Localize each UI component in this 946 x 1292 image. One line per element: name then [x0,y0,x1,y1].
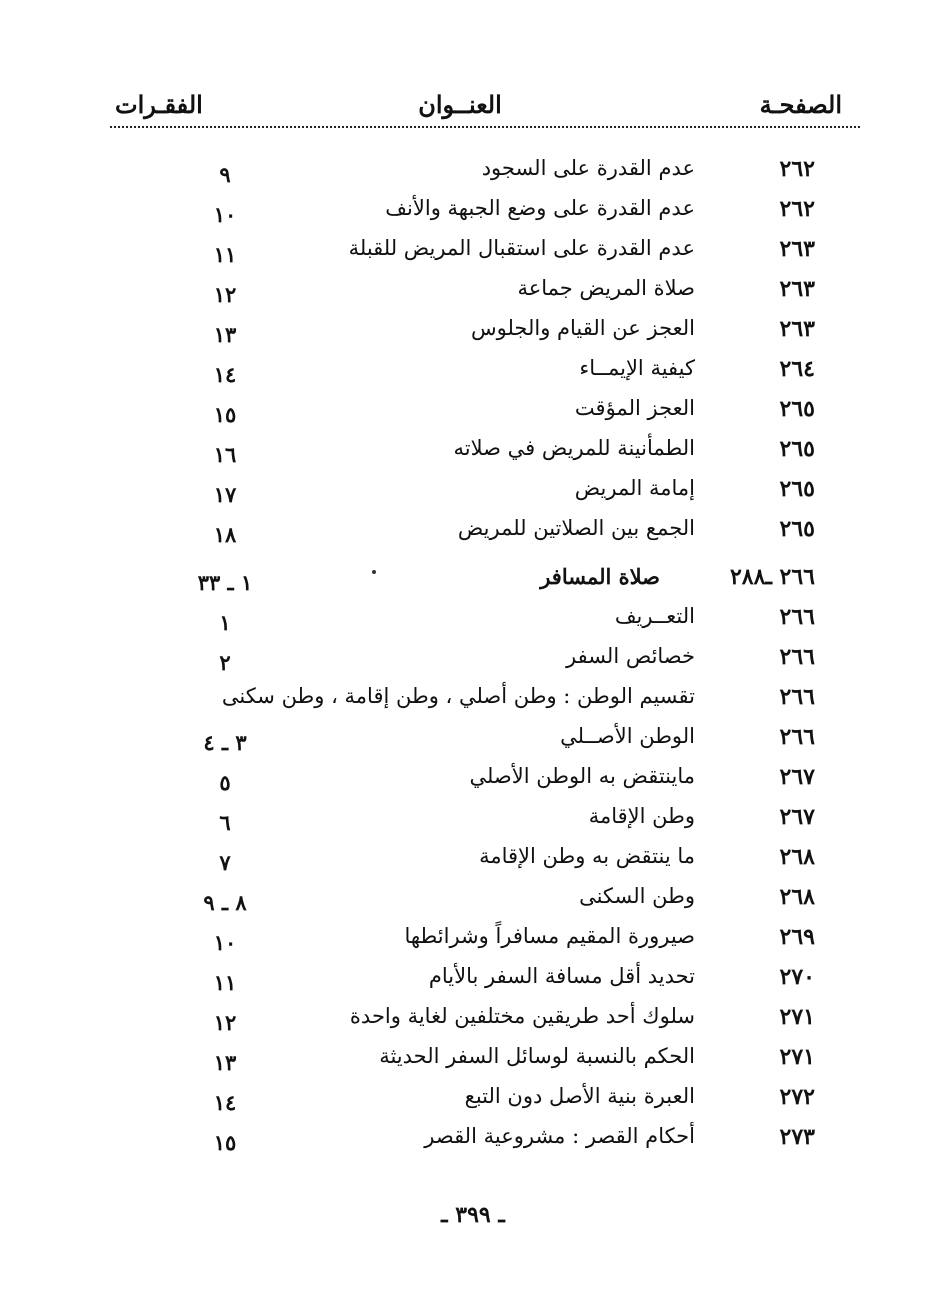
table-row [110,512,860,552]
table-row [110,312,860,352]
row-page-number: ٢٦٧ [779,804,815,830]
table-row [110,272,860,312]
row-page-number: ٢٦٨ [779,844,815,870]
row-page-number: ٢٦٢ [779,196,815,222]
row-title: ما ينتقض به وطن الإقامة [479,844,695,868]
row-paragraph-ref: ١٦ [213,442,237,467]
row-page-number: ٢٦٥ [779,436,815,462]
row-page-number: ٢٧١ [779,1004,815,1030]
row-title: عدم القدرة على السجود [481,156,695,180]
row-paragraph-ref: ١٢ [213,1010,237,1035]
row-title: وطن السكنى [579,884,695,908]
row-page-number: ٢٧١ [779,1044,815,1070]
row-paragraph-ref: ١١ [213,970,237,995]
row-title: العجز المؤقت [574,396,695,420]
bullet-dot-icon [372,570,376,574]
row-title: عدم القدرة على استقبال المريض للقبلة [348,236,695,260]
row-paragraph-ref: ١٥ [213,1130,237,1155]
row-paragraph-ref: ١٧ [213,482,237,507]
header-page-label: الصفحـة [759,90,842,119]
row-paragraph-ref: ١٢ [213,282,237,307]
table-row [110,640,860,680]
table-row [110,152,860,192]
table-row [110,352,860,392]
row-paragraph-ref: ٣ ـ ٤ [203,730,247,755]
row-paragraph-ref: ١٠ [213,202,237,227]
row-paragraph-ref: ١٥ [213,402,237,427]
table-row [110,760,860,800]
row-page-number: ٢٦٦ ـ٢٨٨ [729,564,815,590]
table-header [110,90,860,128]
row-title: سلوك أحد طريقين مختلفين لغاية واحدة [349,1004,695,1028]
row-paragraph-ref: ٦ [219,810,231,835]
table-row [110,232,860,272]
row-title: تقسيم الوطن : وطن أصلي ، وطن إقامة ، وطن سكنى [221,684,695,708]
row-title: العجز عن القيام والجلوس [470,316,695,340]
table-row [110,920,860,960]
row-paragraph-ref: ١٤ [213,1090,237,1115]
table-row [110,392,860,432]
row-page-number: ٢٦٣ [779,316,815,342]
table-row [110,1080,860,1120]
row-title: صلاة المريض جماعة [517,276,695,300]
row-title: الوطن الأصــلي [560,724,695,748]
row-page-number: ٢٦٧ [779,764,815,790]
row-title: عدم القدرة على وضع الجبهة والأنف [385,196,695,220]
row-paragraph-ref: ١٣ [213,1050,237,1075]
table-row [110,840,860,880]
table-row [110,1000,860,1040]
row-title: أحكام القصر : مشروعية القصر [424,1124,695,1148]
row-paragraph-ref: ١١ [213,242,237,267]
table-row [110,800,860,840]
header-title-label: العنــوان [418,90,502,119]
row-title: ماينتقض به الوطن الأصلي [469,764,695,788]
row-paragraph-ref: ١٣ [213,322,237,347]
header-paragraphs-label: الفقـرات [115,90,203,119]
table-row [110,472,860,512]
row-title: خصائص السفر [565,644,695,668]
row-title: العبرة بنية الأصل دون التبع [464,1084,695,1108]
table-row [110,192,860,232]
table-row [110,600,860,640]
row-page-number: ٢٦٦ [779,604,815,630]
row-title: تحديد أقل مسافة السفر بالأيام [428,964,695,988]
row-page-number: ٢٦٨ [779,884,815,910]
table-row [110,680,860,720]
row-title: كيفية الإيمــاء [579,356,695,380]
row-page-number: ٢٦٥ [779,396,815,422]
row-page-number: ٢٦٦ [779,644,815,670]
row-page-number: ٢٧٣ [779,1124,815,1150]
row-page-number: ٢٦٤ [779,356,815,382]
row-title: وطن الإقامة [588,804,695,828]
row-title: الجمع بين الصلاتين للمريض [457,516,695,540]
table-row [110,720,860,760]
table-row [110,432,860,472]
row-paragraph-ref: ١ ـ ٣٣ [197,570,253,595]
row-page-number: ٢٦٣ [779,236,815,262]
row-page-number: ٢٦٥ [779,476,815,502]
row-page-number: ٢٦٦ [779,684,815,710]
row-page-number: ٢٦٦ [779,724,815,750]
row-paragraph-ref: ١٨ [213,522,237,547]
row-page-number: ٢٦٩ [779,924,815,950]
row-page-number: ٢٦٣ [779,276,815,302]
section-row [110,560,860,600]
row-title: الحكم بالنسبة لوسائل السفر الحديثة [379,1044,695,1068]
table-row [110,880,860,920]
row-title: إمامة المريض [574,476,695,500]
row-title: الطمأنينة للمريض في صلاته [453,436,695,460]
row-paragraph-ref: ١ [219,610,231,635]
index-table-body [110,152,860,1162]
row-paragraph-ref: ٧ [219,850,231,875]
row-page-number: ٢٦٥ [779,516,815,542]
row-title: صيرورة المقيم مسافراً وشرائطها [404,924,695,948]
row-title: التعــريف [614,604,695,628]
row-paragraph-ref: ١٠ [213,930,237,955]
row-paragraph-ref: ٨ ـ ٩ [203,890,247,915]
section-title: صلاة المسافر [540,564,660,589]
page-number: ـ ٣٩٩ ـ [441,1202,505,1228]
row-page-number: ٢٧٢ [779,1084,815,1110]
table-row [110,960,860,1000]
row-page-number: ٢٧٠ [779,964,815,990]
row-paragraph-ref: ١٤ [213,362,237,387]
table-row [110,1040,860,1080]
row-paragraph-ref: ٥ [219,770,231,795]
row-page-number: ٢٦٢ [779,156,815,182]
row-paragraph-ref: ٢ [219,650,231,675]
row-paragraph-ref: ٩ [219,162,231,187]
table-row [110,1120,860,1160]
